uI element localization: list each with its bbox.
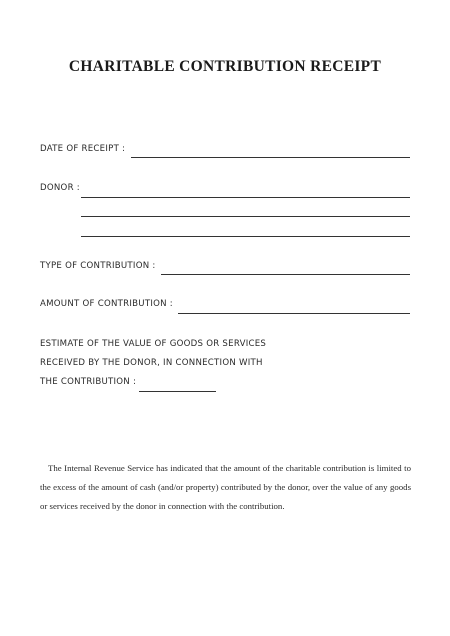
amount-of-contribution-field[interactable] xyxy=(178,313,410,314)
donor-label: DONOR : xyxy=(40,183,80,193)
estimate-label-line-1: ESTIMATE OF THE VALUE OF GOODS OR SERVICES xyxy=(40,339,267,349)
amount-of-contribution-label: AMOUNT OF CONTRIBUTION : xyxy=(40,299,173,309)
donor-field-line-2[interactable] xyxy=(81,216,410,217)
date-of-receipt-field[interactable] xyxy=(131,157,410,158)
irs-notice: The Internal Revenue Service has indicated that the amount of the charitable contribution is limited to the excess of the amount of cash (and/or property) contributed by the donor, over the value of any goods or services received by the donor in connection with the contribution. xyxy=(40,462,411,511)
estimate-label-line-2: RECEIVED BY THE DONOR, IN CONNECTION WITH xyxy=(40,358,263,368)
type-of-contribution-label: TYPE OF CONTRIBUTION : xyxy=(40,261,156,271)
donor-field-line-3[interactable] xyxy=(81,236,410,237)
estimate-value-field[interactable] xyxy=(139,391,216,392)
page-title: CHARITABLE CONTRIBUTION RECEIPT xyxy=(68,58,382,75)
date-of-receipt-label: DATE OF RECEIPT : xyxy=(40,144,126,154)
donor-field-line-1[interactable] xyxy=(81,197,410,198)
type-of-contribution-field[interactable] xyxy=(161,274,410,275)
estimate-label-line-3: THE CONTRIBUTION : xyxy=(40,377,137,387)
